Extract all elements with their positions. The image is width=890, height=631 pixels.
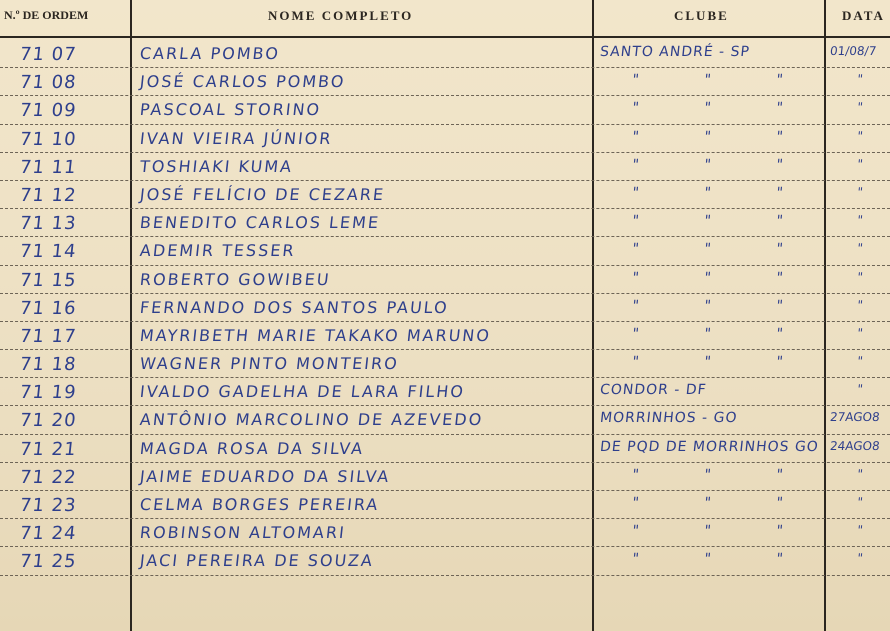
row-name: WAGNER PINTO MONTEIRO: [139, 354, 400, 374]
ledger-row: [0, 40, 890, 68]
ditto-mark: ": [703, 100, 713, 117]
ledger-row: [0, 125, 890, 153]
ditto-mark: ": [775, 354, 785, 371]
row-date: ": [856, 213, 864, 228]
ditto-mark: ": [631, 100, 641, 117]
row-date: 24AGO8: [829, 438, 881, 453]
row-number: 71 13: [18, 213, 78, 235]
ditto-mark: ": [631, 466, 641, 483]
row-name: ANTÔNIO MARCOLINO DE AZEVEDO: [139, 410, 485, 430]
ledger-row: [0, 96, 890, 124]
ditto-mark: ": [631, 72, 641, 89]
ditto-mark: ": [775, 466, 785, 483]
ledger-row: [0, 519, 890, 547]
row-date: ": [856, 184, 864, 199]
row-number: 71 24: [18, 523, 78, 545]
ditto-mark: ": [631, 354, 641, 371]
row-name: IVAN VIEIRA JÚNIOR: [139, 128, 334, 148]
row-name: CELMA BORGES PEREIRA: [139, 495, 381, 514]
row-date: ": [856, 297, 864, 312]
ditto-mark: ": [775, 184, 785, 201]
row-name: JOSÉ FELÍCIO DE CEZARE: [139, 184, 387, 204]
ditto-mark: ": [775, 156, 785, 173]
ditto-mark: ": [631, 213, 641, 230]
ledger-rows: [0, 40, 890, 576]
row-number: 71 20: [18, 410, 78, 432]
row-name: IVALDO GADELHA DE LARA FILHO: [139, 382, 466, 402]
row-club: DE PQD DE MORRINHOS GO: [599, 438, 820, 455]
row-name: MAGDA ROSA DA SILVA: [139, 438, 366, 458]
ditto-mark: ": [631, 551, 641, 568]
ditto-mark: ": [703, 551, 713, 568]
ledger-row: [0, 237, 890, 265]
row-club: [599, 551, 823, 567]
ditto-mark: ": [703, 128, 713, 145]
header-ordem: N.º DE ORDEM: [4, 8, 89, 22]
header-clube: CLUBE: [674, 8, 729, 23]
row-number: 71 17: [18, 325, 78, 347]
row-number: 71 08: [18, 72, 78, 94]
row-date: ": [856, 354, 864, 369]
ditto-mark: ": [631, 523, 641, 540]
row-date: ": [856, 100, 864, 115]
ledger-row: [0, 266, 890, 294]
row-club: [599, 100, 823, 116]
row-name: ADEMIR TESSER: [139, 241, 297, 261]
ditto-mark: ": [631, 495, 641, 511]
row-club: SANTO ANDRÉ - SP: [599, 44, 751, 60]
row-number: 71 23: [18, 495, 78, 516]
row-date: ": [856, 241, 864, 256]
row-name: BENEDITO CARLOS LEME: [139, 213, 382, 233]
row-date: ": [856, 72, 864, 87]
row-date: 01/08/7: [829, 44, 878, 58]
row-date: ": [856, 156, 864, 171]
ditto-mark: ": [703, 184, 713, 201]
row-date: ": [856, 523, 864, 538]
row-name: PASCOAL STORINO: [139, 100, 323, 120]
row-number: 71 09: [18, 100, 78, 122]
header-nome: NOME COMPLETO: [268, 8, 414, 23]
ditto-mark: ": [703, 241, 713, 258]
ditto-mark: ": [775, 325, 785, 342]
header-data: DATA: [842, 8, 885, 23]
row-number: 71 16: [18, 297, 78, 319]
ditto-mark: ": [775, 213, 785, 230]
row-club: [599, 241, 823, 257]
row-date: ": [856, 382, 864, 397]
row-club: [599, 185, 823, 201]
ledger-row: [0, 378, 890, 406]
ledger-row: [0, 491, 890, 519]
row-number: 71 21: [18, 438, 78, 460]
ledger-row: [0, 322, 890, 350]
ditto-mark: ": [775, 297, 785, 314]
row-club: [599, 213, 823, 229]
row-club: [599, 270, 823, 286]
ledger-row: [0, 209, 890, 237]
ditto-mark: ": [703, 269, 713, 286]
row-number: 71 12: [18, 184, 78, 206]
header-rule: [0, 36, 890, 38]
row-number: 71 11: [18, 156, 78, 178]
ditto-mark: ": [775, 72, 785, 89]
row-name: MAYRIBETH MARIE TAKAKO MARUNO: [139, 325, 492, 345]
ditto-mark: ": [703, 72, 713, 89]
ditto-mark: ": [631, 128, 641, 145]
ledger-row: [0, 181, 890, 209]
row-date: ": [856, 466, 864, 481]
ditto-mark: ": [631, 297, 641, 314]
row-date: ": [856, 128, 864, 143]
row-name: JACI PEREIRA DE SOUZA: [139, 551, 375, 571]
row-number: 71 19: [18, 382, 78, 404]
row-club: [599, 467, 823, 483]
ditto-mark: ": [703, 325, 713, 342]
ledger-row: [0, 350, 890, 378]
ditto-mark: ": [703, 495, 713, 511]
row-number: 71 22: [18, 466, 78, 488]
ledger-row: [0, 294, 890, 322]
ditto-mark: ": [631, 156, 641, 173]
row-name: JOSÉ CARLOS POMBO: [139, 72, 347, 92]
row-club: [599, 523, 823, 539]
ledger-row: [0, 406, 890, 434]
row-number: 71 18: [18, 354, 78, 376]
row-club: [599, 495, 823, 511]
ditto-mark: ": [775, 269, 785, 286]
row-date: ": [856, 269, 864, 284]
ledger-row: [0, 153, 890, 181]
ditto-mark: ": [703, 466, 713, 483]
ditto-mark: ": [775, 128, 785, 145]
ditto-mark: ": [775, 523, 785, 540]
ditto-mark: ": [775, 495, 785, 511]
ditto-mark: ": [703, 354, 713, 371]
row-date: 27AGO8: [829, 410, 881, 425]
ditto-mark: ": [631, 184, 641, 201]
row-number: 71 25: [18, 551, 78, 573]
row-name: ROBERTO GOWIBEU: [139, 269, 332, 289]
row-number: 71 07: [18, 44, 78, 65]
ledger-row: [0, 68, 890, 96]
ditto-mark: ": [775, 100, 785, 117]
row-date: ": [856, 551, 864, 566]
row-club: [599, 157, 823, 173]
ledger-row: [0, 435, 890, 463]
ledger-row: [0, 547, 890, 575]
row-club: [599, 326, 823, 342]
row-club: [599, 354, 823, 370]
ledger-row: [0, 463, 890, 491]
row-club: [599, 298, 823, 314]
ditto-mark: ": [703, 523, 713, 540]
row-name: FERNANDO DOS SANTOS PAULO: [139, 297, 450, 317]
row-club: [599, 129, 823, 145]
row-date: ": [856, 495, 864, 509]
ditto-mark: ": [703, 297, 713, 314]
row-name: JAIME EDUARDO DA SILVA: [139, 466, 392, 486]
row-date: ": [856, 325, 864, 340]
ditto-mark: ": [631, 241, 641, 258]
row-club: CONDOR - DF: [599, 382, 708, 399]
row-number: 71 15: [18, 269, 78, 291]
ditto-mark: ": [703, 156, 713, 173]
row-name: ROBINSON ALTOMARI: [139, 523, 347, 543]
ditto-mark: ": [631, 325, 641, 342]
row-number: 71 14: [18, 241, 78, 263]
ditto-mark: ": [775, 241, 785, 258]
ditto-mark: ": [631, 269, 641, 286]
row-name: TOSHIAKI KUMA: [139, 156, 295, 176]
ditto-mark: ": [775, 551, 785, 568]
row-number: 71 10: [18, 128, 78, 150]
row-club: MORRINHOS - GO: [599, 410, 739, 427]
row-club: [599, 72, 823, 88]
row-name: CARLA POMBO: [139, 44, 281, 63]
ditto-mark: ": [703, 213, 713, 230]
